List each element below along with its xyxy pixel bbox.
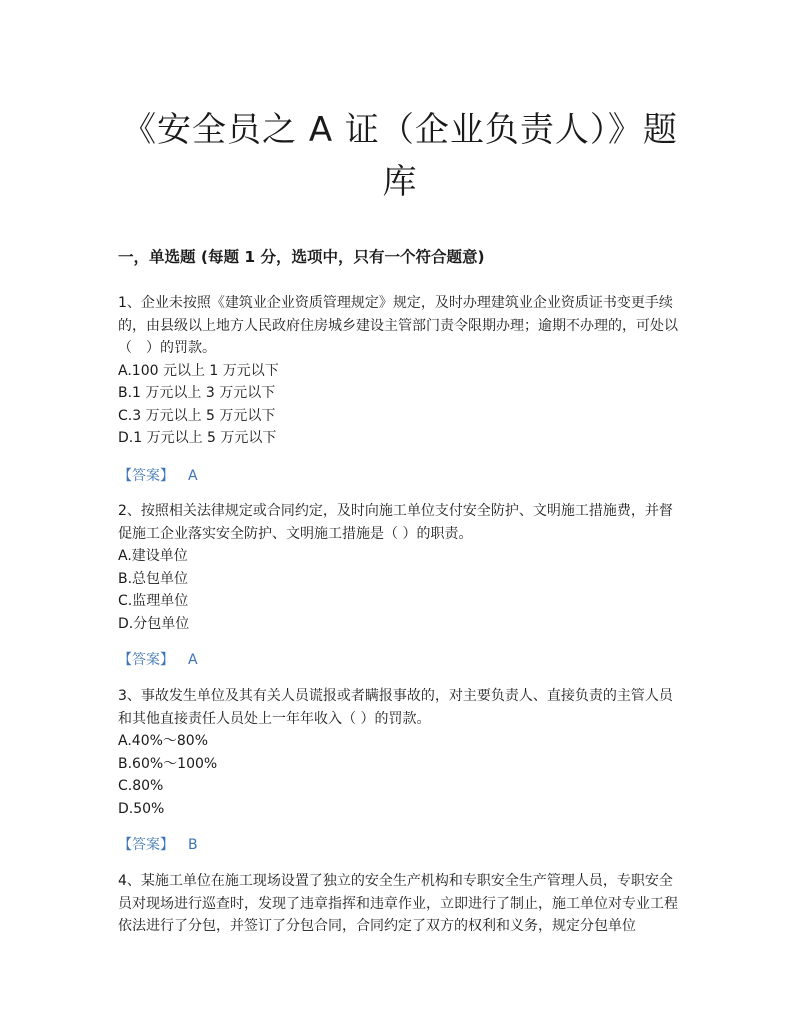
document-title-line-1: 《安全员之 A 证（企业负责人）》题	[122, 110, 678, 150]
option-b: B.1 万元以上 3 万元以下	[118, 385, 276, 401]
option-d: D.50%	[118, 800, 165, 817]
option-c: C.3 万元以上 5 万元以下	[118, 407, 276, 424]
question-stem: 2、按照相关法律规定或合同约定，及时向施工单位支付安全防护、文明施工措施费，并督促施工企业落实安全防护、文明施工措施是（ ）的职责。	[118, 503, 673, 542]
answer-3	[118, 834, 198, 856]
option-d: D.1 万元以上 5 万元以下	[118, 430, 277, 446]
question-4	[118, 870, 684, 938]
question-1	[118, 292, 684, 450]
question-stem: 1、企业未按照《建筑业企业资质管理规定》规定，及时办理建筑业企业资质证书变更手续的，由县级以上地方人民政府住房城乡建设主管部门责令限期办理；逾期不办理的，可处以（ ）的罚款。	[118, 295, 678, 356]
option-c: C.监理单位	[118, 593, 189, 609]
section-title: 一，单选题 (每题 1 分，选项中，只有一个符合题意)	[118, 248, 485, 266]
question-3	[118, 685, 684, 820]
question-stem: 3、事故发生单位及其有关人员谎报或者瞒报事故的，对主要负责人、直接负责的主管人员和其他直接责任人员处上一年年收入（ ）的罚款。	[118, 688, 673, 727]
document-title	[100, 104, 700, 208]
option-d: D.分包单位	[118, 615, 190, 632]
option-b: B.总包单位	[118, 570, 189, 587]
answer-value: B	[188, 837, 198, 853]
answer-label: 【答案】	[118, 652, 174, 668]
answer-2	[118, 649, 198, 671]
option-a: A.40%～80%	[118, 733, 209, 749]
option-a: A.建设单位	[118, 548, 188, 564]
answer-value: A	[188, 468, 198, 484]
answer-label: 【答案】	[118, 837, 174, 853]
question-stem: 4、某施工单位在施工现场设置了独立的安全生产机构和专职安全生产管理人员，专职安全员对现场进行巡查时，发现了违章指挥和违章作业，立即进行了制止，施工单位对专业工程依法进行了分包，并签订了分包合同，合同约定了双方的权利和义务，规定分包单位	[118, 873, 678, 934]
option-b: B.60%～100%	[118, 755, 218, 772]
option-a: A.100 元以上 1 万元以下	[118, 362, 279, 379]
question-2	[118, 500, 684, 635]
answer-label: 【答案】	[118, 468, 174, 484]
answer-value: A	[188, 652, 198, 668]
document-title-line-2: 库	[382, 162, 418, 202]
option-c: C.80%	[118, 778, 164, 794]
answer-1	[118, 465, 198, 487]
